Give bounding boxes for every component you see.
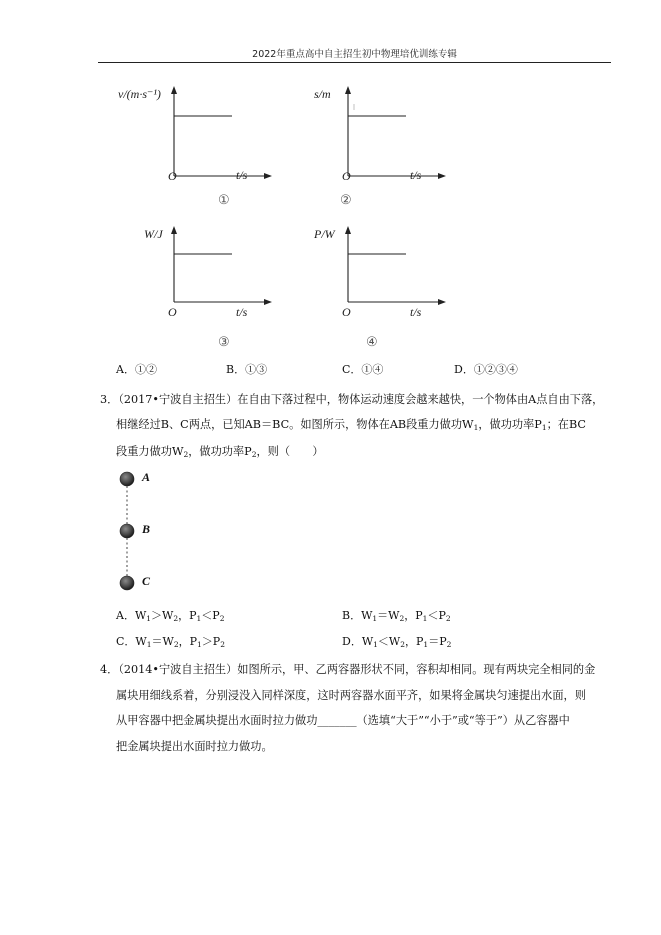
graph-power-time [314, 222, 464, 352]
graph-1-number: ① [218, 192, 230, 207]
ball-point-c [120, 576, 134, 590]
q3-option-d[interactable]: D．$W_1<W_2$，$P_1=P_2$ [342, 635, 452, 649]
q3-line-3-a: 段重力做功W [116, 445, 184, 458]
q3-line-2-b: ，做功功率P [478, 417, 542, 431]
graph-1-y-label: v/(m·s⁻¹) [118, 87, 161, 101]
graph-2-y-label: s/m [314, 87, 331, 101]
graph-4-y-label: P/W [314, 227, 335, 241]
label-point-b: B [142, 522, 151, 536]
graph-4-x-label: t/s [410, 305, 422, 319]
graph-work-time [140, 222, 290, 352]
q4-line-1: 4．（2014•宁波自主招生）如图所示，甲、乙两容器形状不同，容积却相同。现有两块完全相同的金 [100, 663, 596, 676]
graph-2-number: ② [340, 192, 352, 207]
graph-3-origin: O [168, 305, 177, 319]
graph-2-x-label: t/s [410, 168, 422, 182]
q2-option-a[interactable]: A．①② [116, 363, 157, 376]
q3-line-2-c: ；在BC [546, 417, 586, 431]
graph-displacement-time [314, 82, 464, 212]
header-rule [98, 62, 611, 63]
ball-point-a [120, 472, 134, 486]
q2-option-b[interactable]: B．①③ [226, 363, 268, 376]
page-header: 2022年重点高中自主招生初中物理培优训练专辑 [252, 49, 457, 60]
falling-ball-figure [112, 468, 172, 594]
graph-velocity-time [118, 82, 290, 212]
graph-4-origin: O [342, 305, 351, 319]
q2-options [116, 361, 596, 379]
q3-line-3-b: ，做功功率P [188, 445, 252, 458]
graph-3-x-label: t/s [236, 305, 248, 319]
q3-line-3 [100, 440, 603, 468]
ball-point-b [120, 524, 134, 538]
graph-1-axes [140, 82, 290, 212]
graph-4-number: ④ [366, 334, 378, 349]
q3-line-2 [100, 413, 603, 441]
q3-line-2-a: 相继经过B、C两点，已知AB＝BC。如图所示，物体在AB段重力做功W [116, 417, 474, 431]
q4-line-3: 从甲容器中把金属块提出水面时拉力做功_______（选填“大于”“小于”或“等于”）从乙容器中 [116, 714, 570, 727]
q4-line-4: 把金属块提出水面时拉力做功。 [116, 739, 273, 753]
question-3 [100, 388, 603, 468]
graph-1-x-label: t/s [236, 168, 248, 182]
q3-line-3-sub-1: 2 [183, 450, 189, 459]
q3-line-1: 3．（2017•宁波自主招生）在自由下落过程中，物体运动速度会越来越快，一个物体由A点自由下落， [100, 393, 604, 406]
graph-3-number: ③ [218, 334, 230, 349]
graph-2-origin: O [342, 169, 351, 183]
graph-2-axes [314, 82, 464, 212]
q3-option-a[interactable]: A．$W_1>W_2$，$P_1<P_2$ [116, 609, 225, 623]
q4-line-2: 属块用细线系着，分别浸没入同样深度，这时两容器水面平齐，如果将金属块匀速提出水面，则 [116, 688, 586, 702]
label-point-c: C [142, 574, 151, 588]
graph-4-axes [314, 222, 464, 352]
q3-line-2-sub-2: 1 [541, 422, 547, 432]
graph-3-y-label: W/J [144, 227, 163, 241]
q3-option-b[interactable]: B．$W_1=W_2$，$P_1<P_2$ [342, 609, 451, 623]
question-4 [100, 657, 595, 759]
graph-1-origin: O [168, 169, 177, 183]
q2-option-d[interactable]: D．①②③④ [454, 363, 518, 376]
q3-line-3-sub-2: 2 [251, 450, 257, 459]
q3-option-c[interactable]: C．$W_1=W_2$，$P_1>P_2$ [116, 635, 225, 649]
q3-line-3-c: ，则（ ） [256, 445, 324, 458]
q3-line-2-sub-1: 1 [473, 422, 479, 432]
label-point-a: A [142, 470, 151, 484]
q2-option-c[interactable]: C．①④ [342, 363, 384, 376]
